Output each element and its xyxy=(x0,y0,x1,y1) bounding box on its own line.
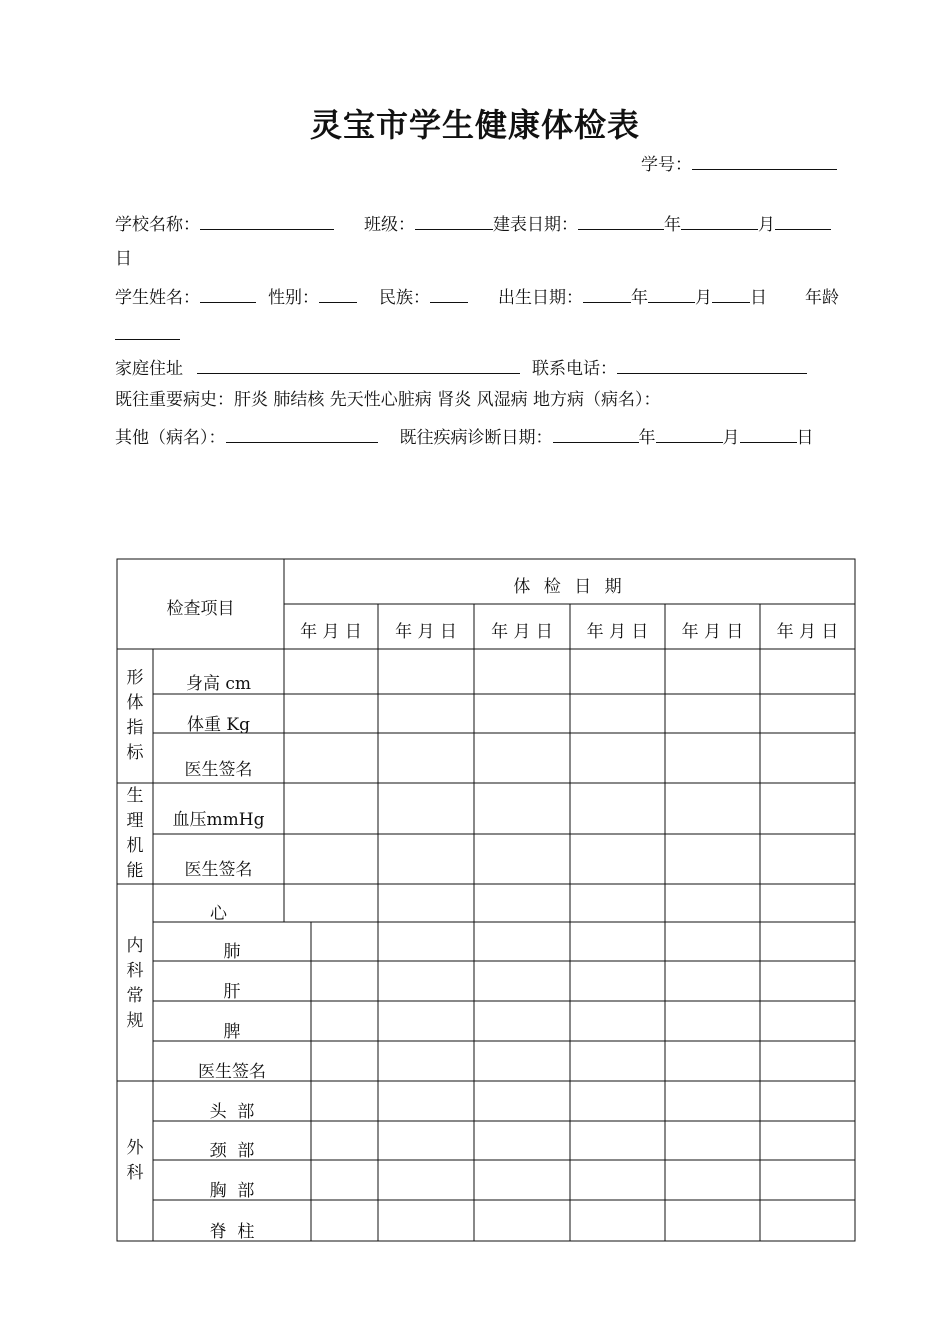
birth-month-label: 月 xyxy=(695,288,712,308)
row-doctor-signature-1: 医生签名 xyxy=(184,760,253,780)
diagnosis-year-label: 年 xyxy=(638,428,656,448)
year-label: 年 xyxy=(664,215,681,235)
group-internal: 内科常规 xyxy=(126,936,144,1031)
row-head: 头 部 xyxy=(209,1102,255,1122)
ethnicity-label: 民族： xyxy=(379,288,430,308)
diagnosis-day-label: 日 xyxy=(796,428,814,448)
date-col-2: 年 月 日 xyxy=(395,622,457,642)
row-weight: 体重 Kg xyxy=(187,715,250,735)
row-blood-pressure: 血压mmHg xyxy=(172,810,265,830)
header-item: 检查项目 xyxy=(166,599,235,619)
row-lung: 肺 xyxy=(223,942,241,962)
student-id-label: 学号： xyxy=(641,155,692,175)
date-col-5: 年 月 日 xyxy=(681,622,744,642)
date-col-3: 年 月 日 xyxy=(491,622,553,642)
date-col-6: 年 月 日 xyxy=(776,622,839,642)
row-heart: 心 xyxy=(210,904,227,924)
phone-label: 联系电话： xyxy=(532,359,617,379)
row-neck: 颈 部 xyxy=(209,1141,255,1161)
row-liver: 肝 xyxy=(223,982,241,1002)
date-col-1: 年 月 日 xyxy=(300,622,362,642)
row-spine: 脊 柱 xyxy=(209,1222,255,1242)
page-title: 灵宝市学生健康体检表 xyxy=(309,106,640,144)
school-label: 学校名称： xyxy=(115,215,200,235)
month-label: 月 xyxy=(758,215,775,235)
name-label: 学生姓名： xyxy=(115,288,200,308)
gender-label: 性别： xyxy=(268,288,319,308)
row-doctor-signature-3: 医生签名 xyxy=(198,1062,266,1082)
group-physiology: 生理机能 xyxy=(126,786,144,881)
diagnosis-label: 既往疾病诊断日期： xyxy=(399,428,553,448)
birth-label: 出生日期： xyxy=(498,288,583,308)
header-date: 体 检 日 期 xyxy=(513,577,626,597)
address-label: 家庭住址 xyxy=(115,359,183,379)
history-line: 既往重要病史：肝炎 肺结核 先天性心脏病 肾炎 风湿病 地方病（病名）： xyxy=(115,390,661,410)
group-physique: 形体指标 xyxy=(126,668,144,763)
diagnosis-month-label: 月 xyxy=(722,428,740,448)
row-chest: 胸 部 xyxy=(209,1181,255,1201)
row-doctor-signature-2: 医生签名 xyxy=(184,860,253,880)
other-label: 其他（病名）： xyxy=(115,428,226,448)
class-label: 班级： xyxy=(364,215,415,235)
created-day-label: 日 xyxy=(115,249,132,269)
date-col-4: 年 月 日 xyxy=(586,622,649,642)
birth-year-label: 年 xyxy=(631,288,648,308)
group-surgery: 外科 xyxy=(126,1138,144,1183)
created-label: 建表日期： xyxy=(493,215,578,235)
row-height: 身高 cm xyxy=(185,674,252,694)
age-label: 年龄 xyxy=(805,288,839,308)
birth-day-label: 日 xyxy=(750,288,767,308)
row-spleen: 脾 xyxy=(223,1022,241,1042)
